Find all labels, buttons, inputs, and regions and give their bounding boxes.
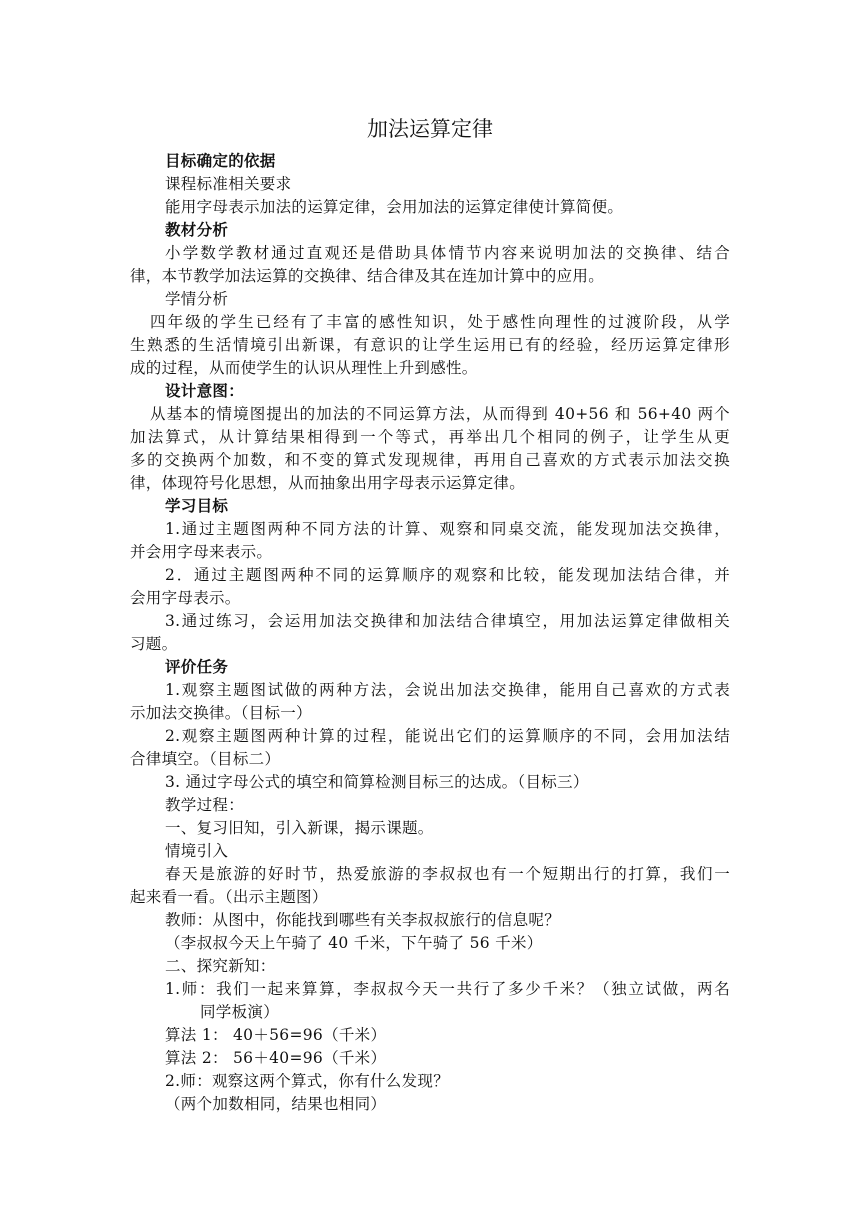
paragraph-line: 小学数学教材通过直观还是借助具体情节内容来说明加法的交换律、结合 — [165, 244, 730, 262]
paragraph-line: 加法算式，从计算结果相得到一个等式，再举出几个相同的例子，让学生从更 — [130, 428, 730, 446]
paragraph-line: 从基本的情境图提出的加法的不同运算方法，从而得到 40+56 和 56+40 两个 — [150, 405, 730, 423]
paragraph-line: 多的交换两个加数，和不变的算式发现规律，再用自己喜欢的方式表示加法交换 — [130, 451, 730, 469]
equation-line: 算法 2： 56＋40=96（千米） — [165, 1049, 387, 1067]
paragraph-line: （两个加数相同，结果也相同） — [165, 1095, 387, 1113]
paragraph-line: 律，本节教学加法运算的交换律、结合律及其在连加计算中的应用。 — [130, 267, 605, 285]
section-heading-objectives: 学习目标 — [165, 496, 229, 515]
paragraph-line: （李叔叔今天上午骑了 40 千米，下午骑了 56 千米） — [165, 934, 543, 952]
paragraph-line: 1.观察主题图试做的两种方法，会说出加法交换律，能用自己喜欢的方式表 — [165, 681, 730, 699]
subheading-scenario: 情境引入 — [165, 842, 229, 860]
document-title: 加法运算定律 — [367, 117, 493, 141]
section-heading-design: 设计意图： — [165, 381, 245, 400]
subheading-teaching-process: 教学过程： — [165, 796, 245, 814]
paragraph-line: 春天是旅游的好时节，热爱旅游的李叔叔也有一个短期出行的打算，我们一 — [165, 865, 730, 883]
paragraph-line: 并会用字母来表示。 — [130, 543, 273, 561]
paragraph-line: 1.师：我们一起来算算，李叔叔今天一共行了多少千米？（独立试做，两名 — [165, 980, 730, 998]
paragraph-line: 示加法交换律。（目标一） — [130, 704, 312, 722]
paragraph-line: 律，体现符号化思想，从而抽象出用字母表示运算定律。 — [130, 474, 526, 492]
paragraph-line: 合律填空。（目标二） — [130, 750, 281, 768]
paragraph-line: 一、复习旧知，引入新课，揭示课题。 — [165, 819, 434, 837]
equation-line: 算法 1： 40＋56=96（千米） — [165, 1026, 387, 1044]
paragraph-line: 习题。 — [130, 635, 178, 653]
subheading-learner-analysis: 学情分析 — [165, 290, 229, 308]
paragraph-line: 起来看一看。（出示主题图） — [130, 888, 328, 906]
paragraph-line: 1.通过主题图两种不同方法的计算、观察和同桌交流，能发现加法交换律， — [165, 520, 730, 538]
subheading-curriculum: 课程标准相关要求 — [165, 175, 292, 193]
paragraph-line: 四年级的学生已经有了丰富的感性知识，处于感性向理性的过渡阶段，从学 — [150, 313, 730, 331]
subheading-explore: 二、探究新知： — [165, 957, 276, 975]
paragraph-line: 2．通过主题图两种不同的运算顺序的观察和比较，能发现加法结合律，并 — [165, 566, 730, 584]
paragraph-line: 2.师：观察这两个算式，你有什么发现？ — [165, 1072, 449, 1090]
paragraph-line: 生熟悉的生活情境引出新课，有意识的让学生运用已有的经验，经历运算定律形 — [130, 336, 730, 354]
paragraph-line: 3.通过练习，会运用加法交换律和加法结合律填空，用加法运算定律做相关 — [165, 612, 730, 630]
paragraph-line: 成的过程，从而使学生的认识从理性上升到感性。 — [130, 359, 478, 377]
section-heading-assessment: 评价任务 — [165, 657, 229, 676]
paragraph-line: 会用字母表示。 — [130, 589, 241, 607]
paragraph-line: 教师：从图中，你能找到哪些有关李叔叔旅行的信息呢？ — [165, 911, 561, 929]
paragraph-line: 同学板演） — [200, 1003, 280, 1021]
paragraph-line: 2.观察主题图两种计算的过程，能说出它们的运算顺序的不同，会用加法结 — [165, 727, 730, 745]
paragraph-line: 3. 通过字母公式的填空和简算检测目标三的达成。（目标三） — [165, 773, 589, 791]
section-heading-textbook: 教材分析 — [165, 220, 229, 239]
section-heading-basis: 目标确定的依据 — [165, 151, 276, 170]
paragraph-line: 能用字母表示加法的运算定律，会用加法的运算定律使计算简便。 — [165, 198, 624, 216]
